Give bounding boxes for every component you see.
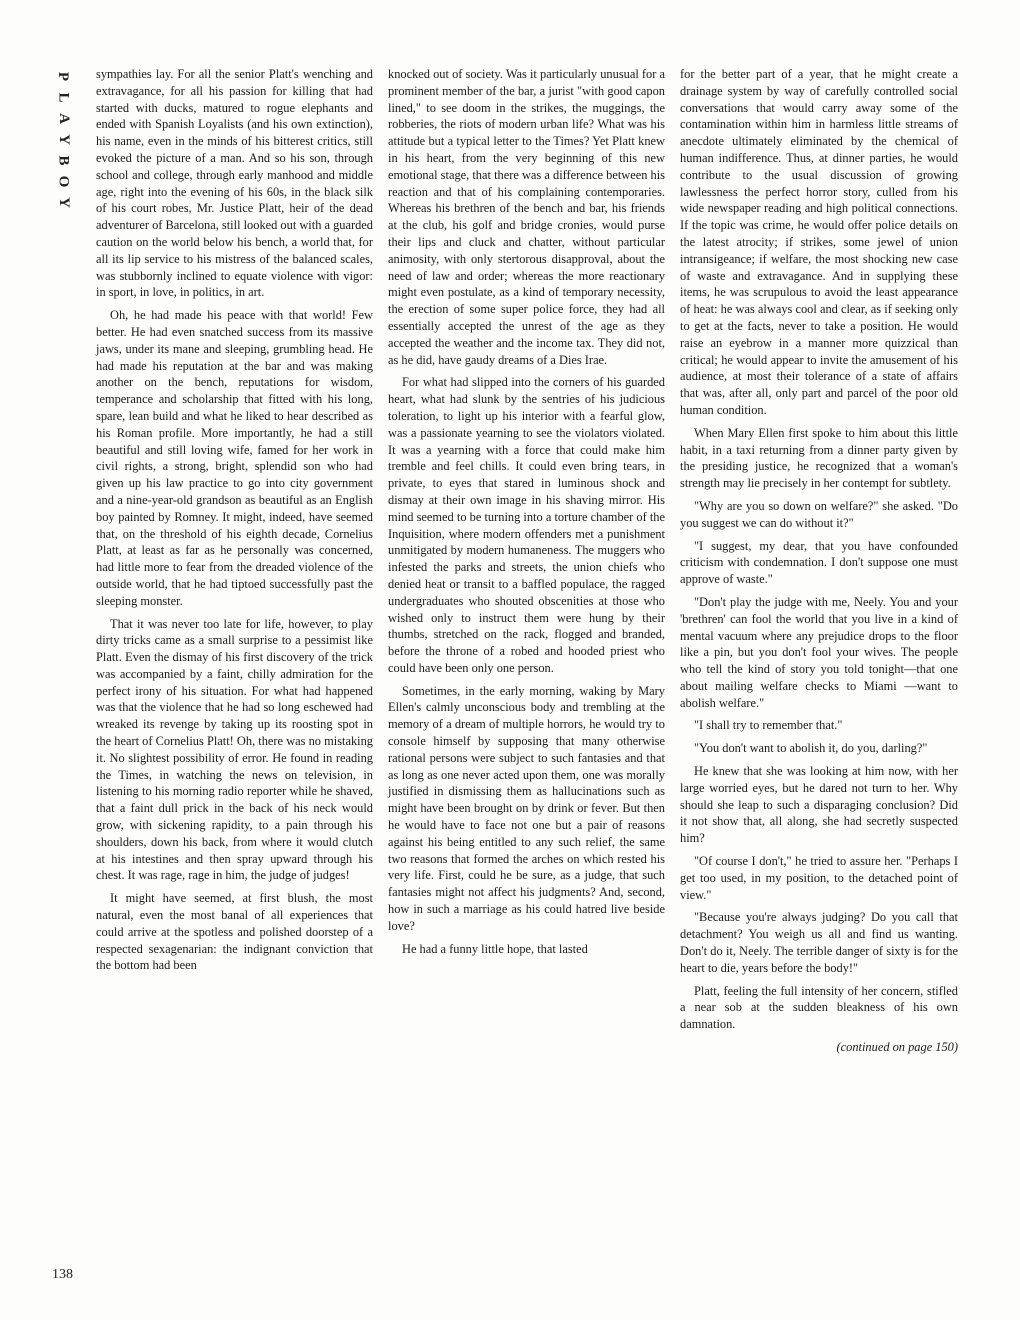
spine-letter-y: Y [55, 134, 72, 145]
spine-letter-l: L [55, 92, 72, 103]
spine-letter-y2: Y [55, 197, 72, 208]
paragraph: "I suggest, my dear, that you have confounded criticism with condemnation. I don't suppose one must approve of waste." [680, 538, 958, 587]
paragraph: "You don't want to abolish it, do you, darling?" [694, 741, 928, 756]
paragraph: knocked out of society. Was it particularly unusual for a prominent member of the bar, a jurist "with good capon lined," to see doom in the strikes, the muggings, the robberies, the riots of modern urban life? What was his attitude but a typical letter to the Times? Yet Platt knew in his heart, from the very beginning of this new emotional stage, that there was a difference between his reaction and that of his complaining contemporaries. Whereas his brethren of the bench and bar, his friends at the club, his golf and bridge cronies, would purse their lips and cluck and chatter, without particular animosity, with only stertorous disapproval, about the need of law and order; whereas the more reactionary might even postulate, as a kind of temporary necessity, the erection of some super police force, they had all essentially accepted the unrest of the age as they accepted the weather and the income tax. They did not, as he did, have gaudy dreams of a Dies Irae. [388, 67, 665, 367]
paragraph: He had a funny little hope, that lasted [402, 941, 588, 956]
spine-letter-o: O [55, 175, 72, 188]
spine-letter-p: P [55, 71, 72, 82]
spine-letter-a: A [55, 113, 72, 124]
paragraph: When Mary Ellen first spoke to him about this little habit, in a taxi returning from a dinner party given by the presiding justice, he recognized that a woman's strength may lie precisely in her contempt for subtlety. [680, 425, 958, 491]
paragraph: That it was never too late for life, however, to play dirty tricks came as a small surprise to a pessimist like Platt. Even the dismay of his first discovery of the trick was accompanied by a faint, chilly admiration for the perfect irony of his situation. For what had happened was that the violence that he had so long eschewed had wreaked its revenge by taking up its roosting spot in the heart of Cornelius Platt! Oh, there was no mistaking it. No slightest possibility of error. He found in reading the Times, in watching the news on television, in listening to his morning radio reporter while he shaved, that a faint dull prick in the back of his neck would grow, with sickening rapidity, to a pain through his shoulders, down his back, from where it would clutch at his intestines and then spray upward through his chest. It was rage, rage in him, the judge of judges! [96, 616, 373, 883]
paragraph: "Of course I don't," he tried to assure her. "Perhaps I get too used, in my position, to the detached point of view." [680, 854, 958, 902]
continued-on-note: (continued on page 150) [836, 1040, 958, 1055]
spine-letter-b: B [55, 155, 72, 166]
paragraph: for the better part of a year, that he might create a drainage system by way of carefully controlled social conversations that would carry away some of the contamination within him in harmless little streams of anecdote ultimately eliminated by the chemical of human indifference. Thus, at dinner parties, he would contribute to the usual discussion of growing lawlessness the perfect horror story, culled from his wide newspaper reading and high political connections. If the topic was crime, he would offer police details on the latest atrocity; if strikes, some jewel of union intransigeance; if welfare, the most shocking new case of waste and extravagance. And in supplying these items, he was scrupulous to avoid the least appearance of heat: he was always cool and clear, as if seeking only to get at the facts, never to take a position. He would raise an eyebrow in a manner more quizzical than critical; he would appear to invite the amusement of his audience, at most their tolerance of a state of affairs that was, after all, only part and parcel of the poor old human condition. [680, 67, 958, 417]
page-number: 138 [52, 1267, 73, 1282]
paragraph: Platt, feeling the full intensity of her concern, stifled a near sob at the sudden bleakness of his own damnation. [680, 983, 958, 1032]
text-column-1 [96, 66, 373, 980]
text-column-3 [680, 66, 958, 1062]
paragraph: "I shall try to remember that." [694, 718, 843, 733]
paragraph: Oh, he had made his peace with that world! Few better. He had even snatched success from its massive jaws, under its mane and sleeping, grumbling head. He had made his reputation at the bar and was making another on the bench, reputations for wisdom, temperance and scholarship that fitted with his long, spare, lean build and what he liked to hear described as his Roman profile. More importantly, he had a still beautiful and still loving wife, famed for her work in civil rights, a strong, bright, splendid son who had given up his law practice to go into city government and a nine-year-old grandson as beautiful as an English boy painted by Romney. It might, indeed, have seemed that, on the threshold of his eighth decade, Cornelius Platt, at least as far as he personally was concerned, had little more to fear from the dreaded violence of the outside world, that he had tiptoed successfully past the sleeping monster. [96, 308, 373, 608]
paragraph: "Why are you so down on welfare?" she asked. "Do you suggest we can do without it?" [680, 498, 958, 530]
text-column-2 [388, 66, 665, 963]
paragraph: For what had slipped into the corners of his guarded heart, what had slunk by the sentries of his judicious toleration, to light up his interior with a fearful glow, was a passionate yearning to see the violators violated. It was a yearning with a force that could make him tremble and feel chills. It could even bring tears, in private, to eyes that stared in luminous shock and dismay at their own image in his shaving mirror. His mind seemed to be turning into a torture chamber of the Inquisition, where modern offenders met a punishment unmitigated by modern humaneness. The muggers who infested the parks and streets, the union chiefs who denied heat or transit to a baffled populace, the ragged undergraduates who shouted obscenities at those who wished only to instruct them were hung by their thumbs, stretched on the rack, flogged and branded, before the throne of a robed and hooded priest who could have been only one person. [388, 375, 665, 675]
paragraph: He knew that she was looking at him now, with her large worried eyes, but he dared not turn to her. Why should she leap to such a disparaging conclusion? Did it not show that, all along, she had secretly suspected him? [680, 764, 958, 846]
paragraph: "Because you're always judging? Do you call that detachment? You weigh us all and find us wanting. Don't do it, Neely. The terrible danger of sixty is for the heart to die, years before the body!" [680, 910, 958, 975]
paragraph: It might have seemed, at first blush, the most natural, even the most banal of all experiences that could arrive at the spotless and polished doorstep of a respected sexagenarian: the indignant conviction that the bottom had been [96, 891, 373, 973]
paragraph: Sometimes, in the early morning, waking by Mary Ellen's calmly unconscious body and trembling at the memory of a dream of multiple horrors, he would try to console himself by supposing that many otherwise rational persons were subject to such fantasies and that as long as one never acted upon them, one was morally justified in dismissing them as hallucinations such as might have been brought on by drink or fever. But then he would have to face not one but a pair of reasons against his being entitled to any such relief, the same two reasons that formed the arches on which rested his very life. First, could he be sure, as a judge, that such fantasies might not affect his judgments? And, second, how in such a marriage as his could hatred live beside love? [388, 683, 665, 933]
magazine-spine-title [52, 66, 74, 213]
paragraph: "Don't play the judge with me, Neely. You and your 'brethren' can fool the world that you live in a kind of mental vacuum where any prejudice drops to the floor like a pin, but you don't fool your wives. The people who tell the kind of story you told tonight—that one about mailing welfare checks to Miami —want to abolish welfare." [680, 594, 958, 710]
paragraph: sympathies lay. For all the senior Platt's wenching and extravagance, for all his passion for killing that had started with ducks, matured to rogue elephants and ended with Spanish Loyalists (and his own extinction), his name, even in the minds of his bitterest critics, still evoked the picture of a man. And so his son, through school and college, through early manhood and middle age, right into the evening of his 60s, in the black silk of his court robes, Mr. Justice Platt, heir of the dead adventurer of Barcelona, still looked out with a guarded caution on the world below his bench, a world that, for all its lip service to his mistress of the balanced scales, was stubbornly inclined to equate violence with vigor: in sport, in love, in politics, in art. [96, 67, 373, 300]
